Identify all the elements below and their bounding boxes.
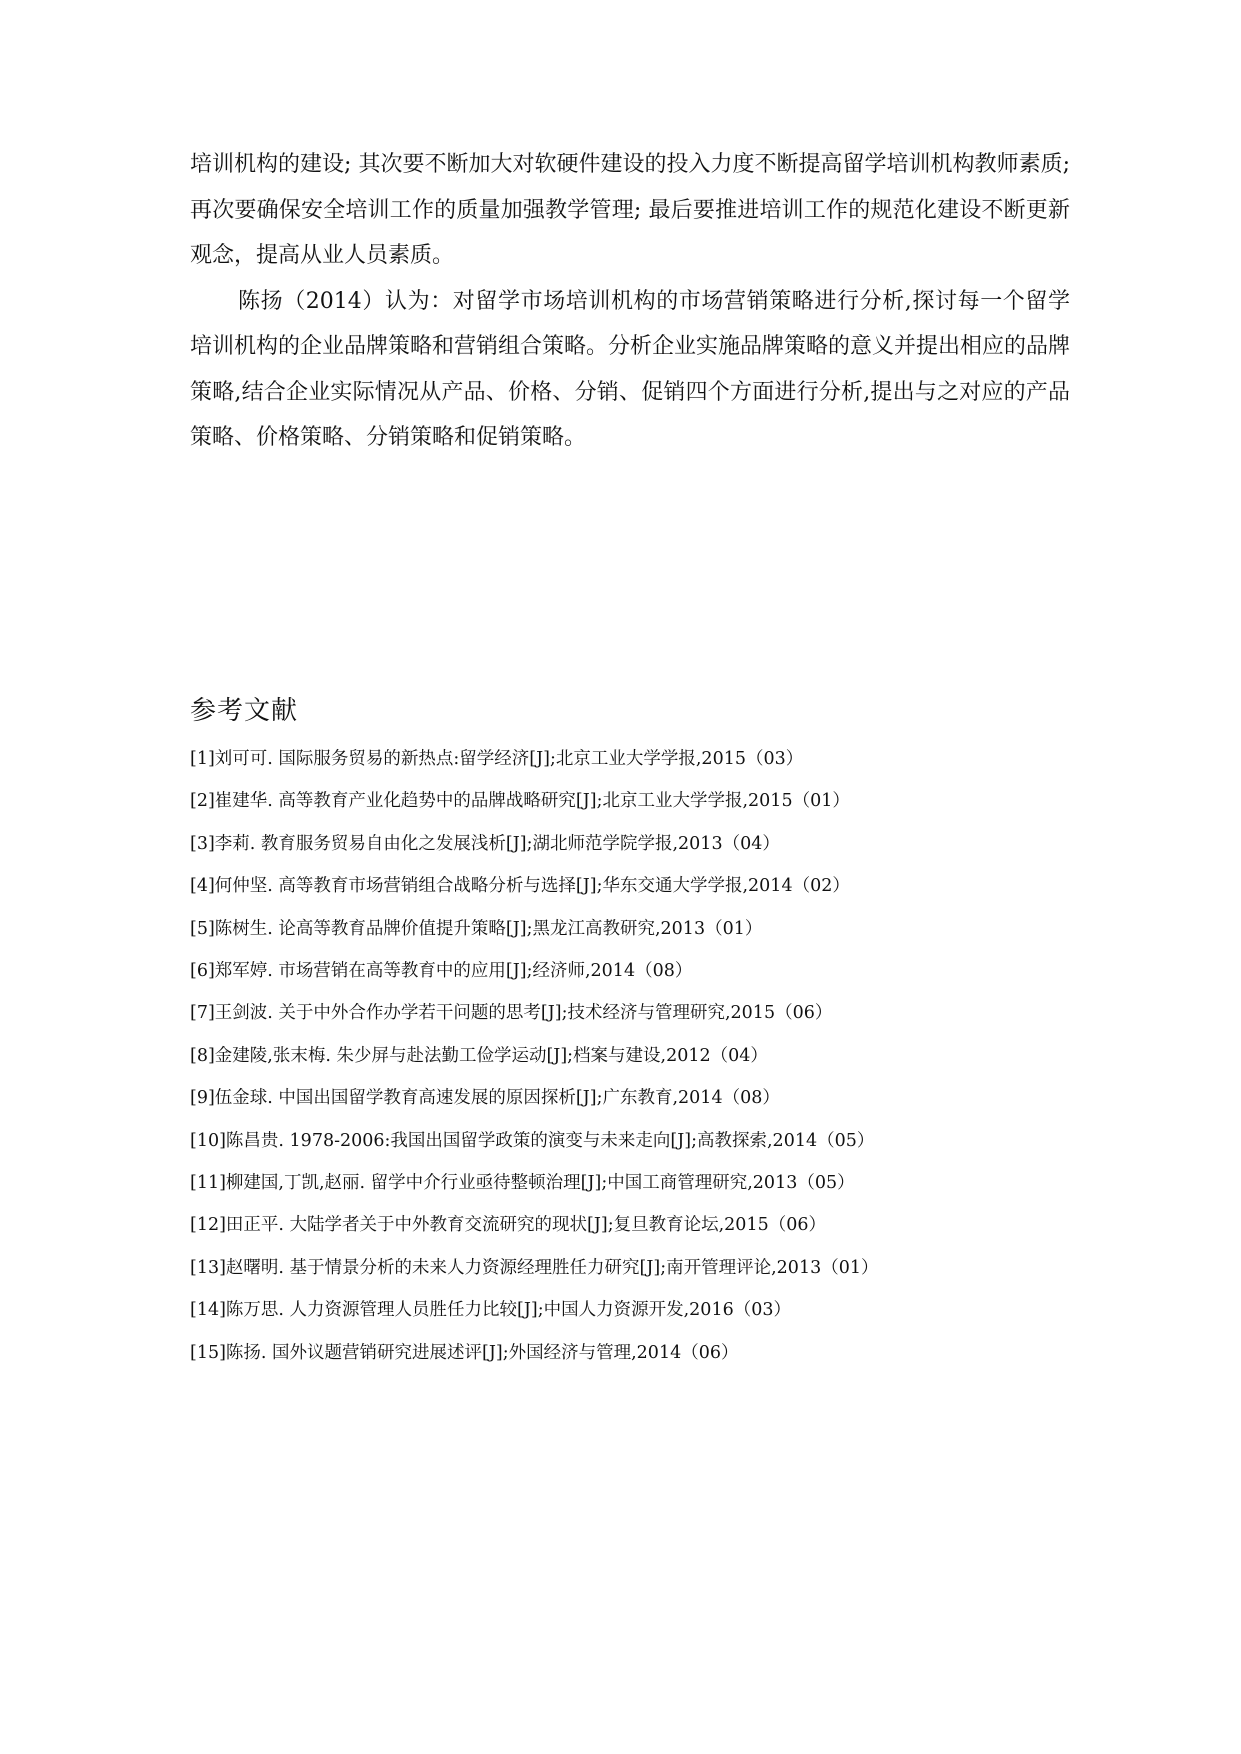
body-paragraph-1: 培训机构的建设; 其次要不断加大对软硬件建设的投入力度不断提高留学培训机构教师素质; 再次要确保安全培训工作的质量加强教学管理; 最后要推进培训工作的规范化建设不断更新观念，提高从业人员素质。 bbox=[190, 152, 1070, 268]
reference-item: [8]金建陵,张末梅. 朱少屏与赴法勤工俭学运动[J];档案与建设,2012（04） bbox=[190, 1045, 768, 1066]
reference-item: [4]何仲坚. 高等教育市场营销组合战略分析与选择[J];华东交通大学学报,2014（02） bbox=[190, 876, 850, 897]
reference-item: [6]郑军婷. 市场营销在高等教育中的应用[J];经济师,2014（08） bbox=[190, 961, 693, 982]
reference-item: [7]王剑波. 关于中外合作办学若干问题的思考[J];技术经济与管理研究,2015（06） bbox=[190, 1003, 833, 1024]
reference-item: [10]陈昌贵. 1978-2006:我国出国留学政策的演变与未来走向[J];高教探索,2014（05） bbox=[190, 1130, 875, 1151]
reference-item: [11]柳建国,丁凯,赵丽. 留学中介行业亟待整顿治理[J];中国工商管理研究,2013（05） bbox=[190, 1173, 855, 1194]
reference-item: [2]崔建华. 高等教育产业化趋势中的品牌战略研究[J];北京工业大学学报,2015（01） bbox=[190, 791, 850, 812]
reference-item: [15]陈扬. 国外议题营销研究进展述评[J];外国经济与管理,2014（06） bbox=[190, 1342, 739, 1363]
reference-item: [1]刘可可. 国际服务贸易的新热点:留学经济[J];北京工业大学学报,2015（03） bbox=[190, 749, 804, 769]
body-paragraph-2: 陈扬（2014）认为：对留学市场培训机构的市场营销策略进行分析,探讨每一个留学培训机构的企业品牌策略和营销组合策略。分析企业实施品牌策略的意义并提出相应的品牌策略,结合企业实际情况从产品、价格、分销、促销四个方面进行分析,提出与之对应的产品策略、价格策略、分销策略和促销策略。 bbox=[190, 288, 1071, 450]
body-text bbox=[190, 142, 1070, 461]
references-list bbox=[190, 738, 1090, 1374]
reference-item: [14]陈万思. 人力资源管理人员胜任力比较[J];中国人力资源开发,2016（03） bbox=[190, 1300, 791, 1321]
reference-item: [3]李莉. 教育服务贸易自由化之发展浅析[J];湖北师范学院学报,2013（04） bbox=[190, 833, 780, 854]
reference-item: [5]陈树生. 论高等教育品牌价值提升策略[J];黑龙江高教研究,2013（01） bbox=[190, 918, 763, 939]
reference-item: [9]伍金球. 中国出国留学教育高速发展的原因探析[J];广东教育,2014（08） bbox=[190, 1088, 780, 1109]
references-heading: 参考文献 bbox=[190, 696, 299, 726]
reference-item: [13]赵曙明. 基于情景分析的未来人力资源经理胜任力研究[J];南开管理评论,2013（01） bbox=[190, 1257, 879, 1278]
reference-item: [12]田正平. 大陆学者关于中外教育交流研究的现状[J];复旦教育论坛,2015（06） bbox=[190, 1215, 826, 1236]
